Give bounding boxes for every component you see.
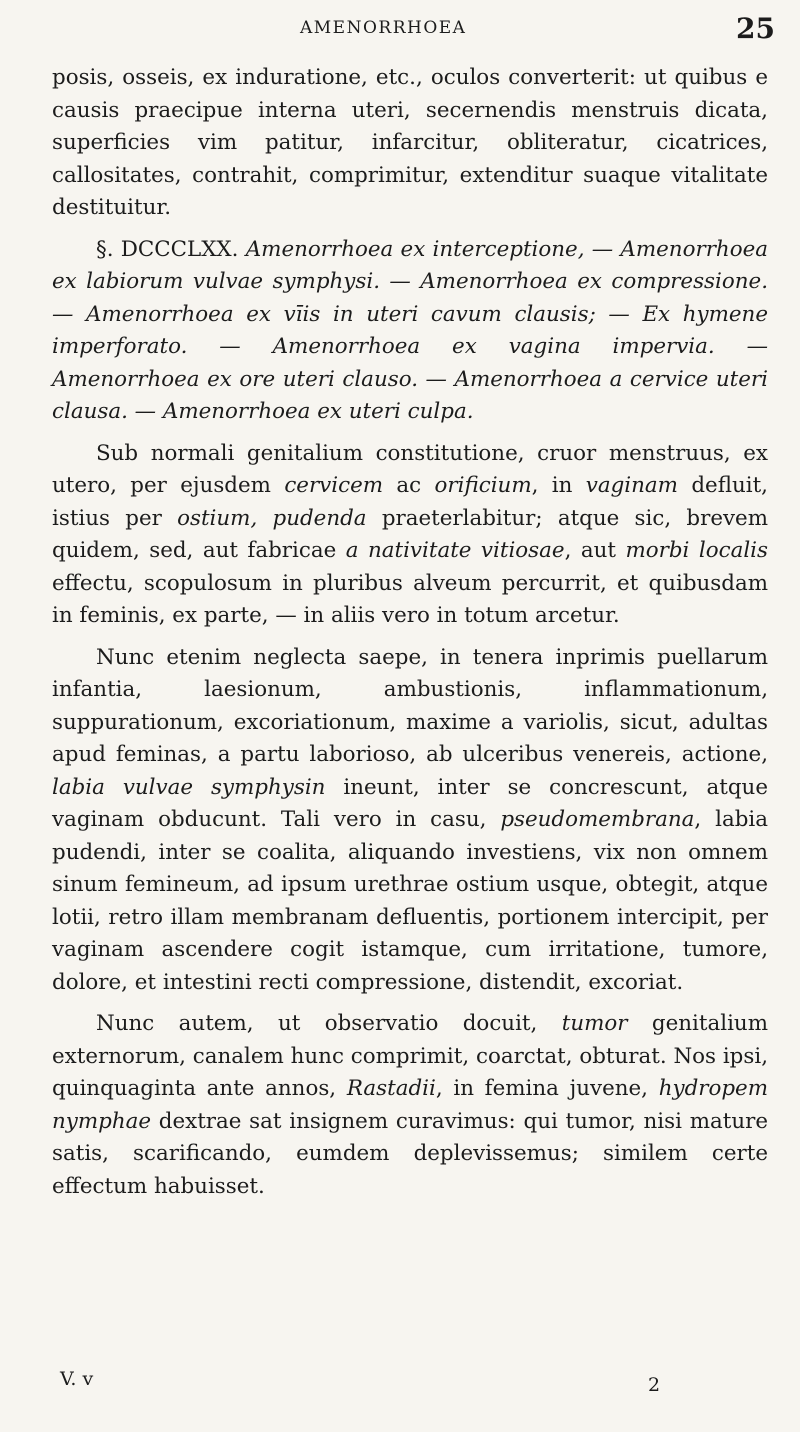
p3-text-m: effectu, scopulosum in pluribus alveum percurrit, et quibusdam in feminis, ex parte, — in aliis vero in totum arcetur. [52,570,768,628]
p3-term-ostium: ostium, pudenda [177,505,367,531]
p4-term-labia: labia vulvae symphysin [52,774,326,800]
paragraph-5 [52,1008,768,1203]
p4-text-c: ineunt, inter se concrescunt, atque vaginam obducunt. Tali vero in casu, [52,774,768,832]
section-summary-text: Amenorrhoea ex interceptione, — Amenorrhoea ex labiorum vulvae symphysi. — Amenorrhoea ex compressione. — Amenorrhoea ex vīis in uteri cavum clausis; — Ex hymene imperforato. — Amenorrhoea ex vagina impervia. — Amenorrhoea ex ore uteri clauso. — Amenorrhoea a cervice uteri clausa. — Amenorrhoea ex uteri culpa. [52,236,768,424]
running-head [0,12,800,52]
p3-term-cervicem: cervicem [284,473,384,498]
p5-text-c: genitalium externorum, canalem hunc comprimit, coarctat, obturat. Nos ipsi, quinquaginta ante annos, [52,1011,768,1101]
p5-text-e: , in femina juvene, [435,1076,648,1101]
p3-term-orificium: orificium [434,473,532,498]
p5-term-rastadii: Rastadii [346,1076,436,1101]
paragraph-1-text: posis, osseis, ex induratione, etc., oculos converterit: ut quibus e causis praecipue interna uteri, secernendis menstruis dicata, superficies vim patitur, infarcitur, obliteratur, cicatrices, callositates, contrahit, comprimitur, extenditur suaque vitalitate destituitur. [52,65,768,220]
page-number: 25 [736,12,775,45]
running-title: AMENORRHOEA [300,18,467,38]
p3-text-k: , aut [564,538,616,563]
paragraph-4 [52,642,768,1000]
p3-text-g: defluit, istius per [52,473,768,531]
section-number: §. DCCCLXX. [96,236,239,262]
p5-term-tumor: tumor [561,1011,628,1036]
p3-text-c: ac [396,473,422,498]
p3-term-morbi: morbi localis [625,538,768,563]
gathering-number: 2 [648,1374,661,1396]
section-summary [52,234,768,429]
p3-text-e: , in [531,473,573,498]
p3-term-vaginam: vaginam [585,473,678,498]
body-text [52,62,768,1212]
p3-text-a: Sub normali genitalium constitutione, cruor menstruus, ex utero, per ejusdem [52,440,768,498]
paragraph-1 [52,62,768,225]
signature-mark: V. v [60,1368,94,1390]
p5-text-g: dextrae sat insignem curavimus: qui tumor, nisi mature satis, scarificando, eumdem deplevissemus; similem certe effectum habuisset. [52,1108,768,1199]
paragraph-3 [52,438,768,633]
p4-text-e: , labia pudendi, inter se coalita, aliquando investiens, vix non omnem sinum femineum, ad ipsum urethrae ostium usque, obtegit, atque lotii, retro illam membranam defluentis, portionem intercipit, per vaginam ascendere cogit istamque, cum irritatione, tumore, dolore, et intestini recti compressione, distendit, excoriat. [52,807,768,995]
p4-text-a: Nunc etenim neglecta saepe, in tenera inprimis puellarum infantia, laesionum, ambustionis, inflammationum, suppurationum, excoriationum, maxime a variolis, sicut, adultas apud feminas, a partu laborioso, ab ulceribus venereis, actione, [52,644,768,767]
p3-text-i: praeterlabitur; atque sic, brevem quidem, sed, aut fabricae [52,505,769,563]
p3-term-nativitate: a nativitate vitiosae [345,538,565,563]
p4-term-pseudomembrana: pseudomembrana [500,807,695,832]
p5-text-a: Nunc autem, ut observatio docuit, [96,1011,538,1036]
p5-term-hydropem: hydropem nymphae [52,1076,768,1134]
